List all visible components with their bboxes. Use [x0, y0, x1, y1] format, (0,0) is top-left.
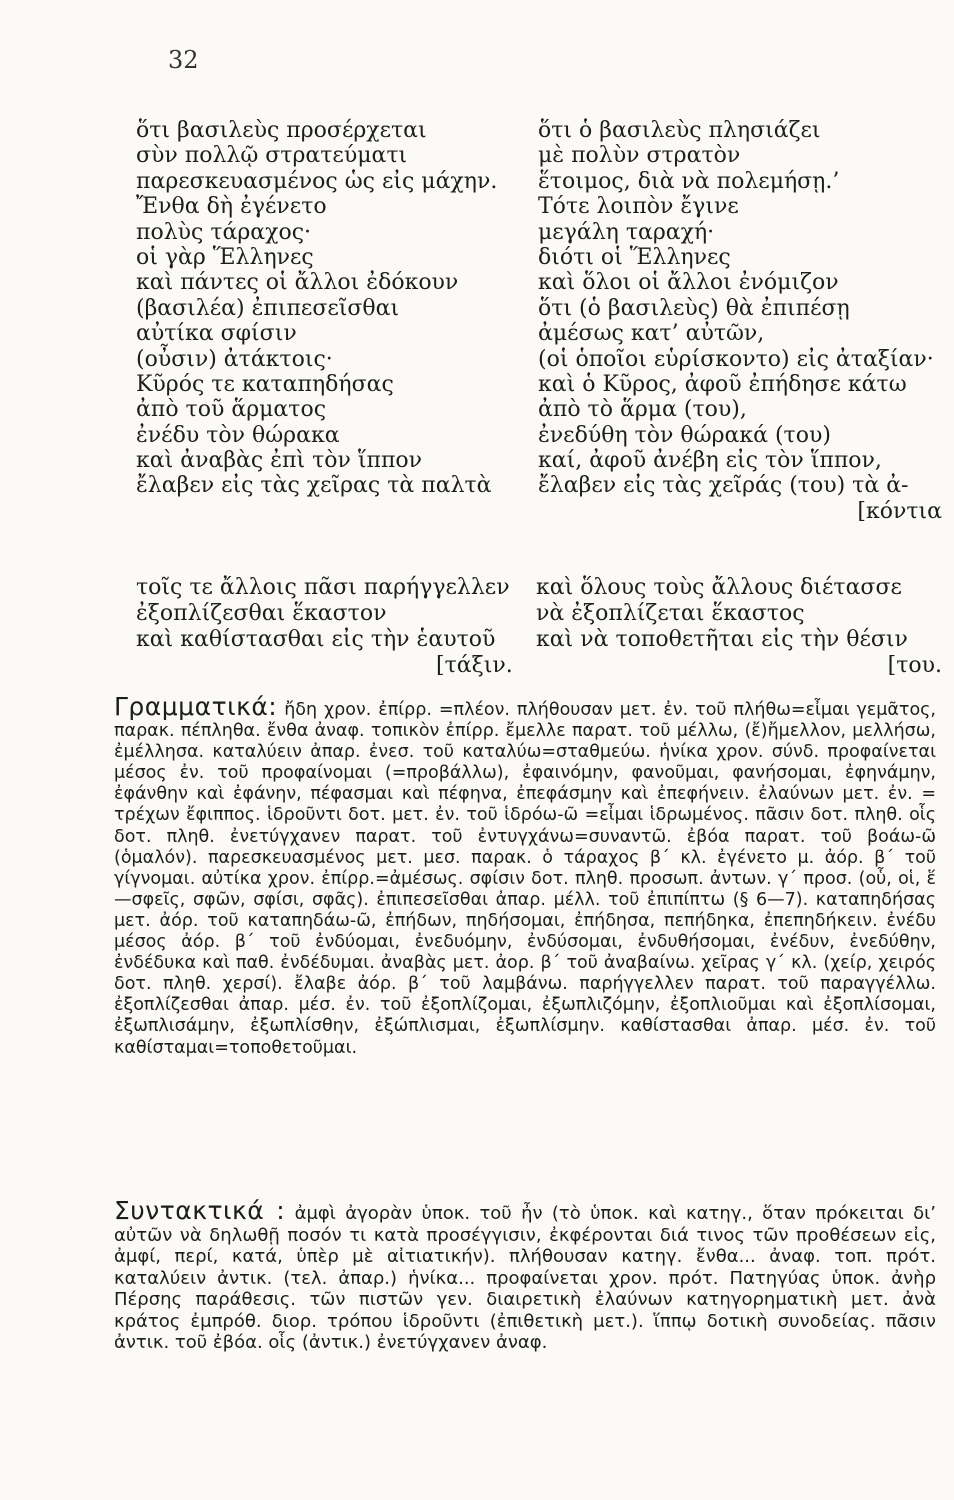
translation-line: (οἱ ὁποῖοι εὑρίσκοντο) εἰς ἀταξίαν· — [538, 346, 934, 372]
grammar-text: ἤδη χρον. ἐπίρρ. =πλέον. πλήθουσαν μετ. ἐν. τοῦ πλήθω=εἶμαι γεμᾶτος, παρακ. πέπληθα. ἔνθα ἀναφ. τοπικὸν ἐπίρρ. ἔμελλε παρατ. τοῦ μέλλω, (ἔ)ἤμελλον, μελλήσω, ἐμέλλησα. καταλύειν ἀπαρ. ἐνεσ. τοῦ καταλύω=σταθμεύω. ἡνίκα χρον. σύνδ. προφαίνεται μέσος ἐν. τοῦ προφαίνομαι (=προβάλλω), ἐφαινόμην, φανοῦμαι, φανήσομαι, ἐφηνάμην, ἐφάνθην καὶ ἐφάνην, πέφασμαι καὶ πέφηνα, ἐπεφάσμην καὶ ἐπεφήνειν. ἐλαύνων μετ. ἐν. = τρέχων ἔφιππος. ἱδροῦντι δοτ. μετ. ἐν. τοῦ ἱδρόω-ῶ =εἶμαι ἱδρωμένος. πᾶσιν δοτ. πληθ. οἷς δοτ. πληθ. ἐνετύγχανεν παρατ. τοῦ ἐντυγχάνω=συναντῶ. ἐβόα παρατ. τοῦ βοάω-ῶ (ὁμαλόν). παρεσκευασμένος μετ. μεσ. παρακ. ὁ τάραχος β΄ κλ. ἐγένετο μ. ἀόρ. β΄ τοῦ γίγνομαι. αὐτίκα χρον. ἐπίρρ.=ἀμέσως. σφίσιν δοτ. πληθ. προσωπ. ἀντων. γ΄ προσ. (οὗ, οἱ, ἕ—σφεῖς, σφῶν, σφίσι, σφᾶς). ἐπιπεσεῖσθαι ἀπαρ. μέλλ. τοῦ ἐπιπίπτω (§ 6—7). καταπηδήσας μετ. ἀόρ. τοῦ καταπηδάω-ῶ, ἐπήδων, πηδήσομαι, ἐπήδησα, πεπήδηκα, ἐπεπηδήκειν. ἐνέδυ μέσος ἀόρ. β΄ τοῦ ἐνδύομαι, ἐνεδυόμην, ἐνδύσομαι, ἐνδυθήσομαι, ἐνέδυν, ἐνεδύθην, ἐνδέδυκα καὶ παθ. ἐνδέδυμαι. ἀναβὰς μετ. ἀορ. β΄ τοῦ ἀναβαίνω. χεῖρας γ΄ κλ. (χείρ, χειρός δοτ. πληθ. χερσί). ἔλαβε ἀόρ. β΄ τοῦ λαμβάνω. παρήγγελλεν παρατ. τοῦ παραγγέλλω. ἐξοπλίζεσθαι ἀπαρ. μέσ. ἐν. τοῦ ἐξοπλίζομαι, ἐξωπλιζόμην, ἐξοπλιοῦμαι καὶ ἐξοπλίσομαι, ἐξωπλισάμην, ἐξωπλίσθην, ἐξώπλισμαι, ἐξωπλίσμην. καθίστασθαι ἀπαρ. μέσ. ἐν. τοῦ καθίσταμαι=τοποθετοῦμαι. — [114, 700, 936, 1058]
original-line: ἔλαβεν εἰς τὰς χεῖρας τὰ παλτὰ — [136, 473, 492, 499]
original-line: αὐτίκα σφίσιν — [136, 321, 297, 347]
paired-row — [136, 601, 948, 627]
translation-line: [κόντια — [857, 498, 942, 524]
original-line: ἀπὸ τοῦ ἅρματος — [136, 397, 327, 423]
translation-line: μὲ πολὺν στρατὸν — [538, 143, 741, 169]
original-line: σὺν πολλῷ στρατεύματι — [136, 143, 408, 169]
original-line: [τάξιν. — [436, 653, 513, 678]
translation-line: ἀμέσως κατ’ αὐτῶν, — [538, 321, 765, 347]
translation-line: ὅτι ὁ βασιλεὺς πλησιάζει — [538, 118, 821, 143]
translation-line: καὶ ὅλοι οἱ ἄλλοι ἐνόμιζον — [538, 270, 839, 296]
original-line: ἐξοπλίζεσθαι ἕκαστον — [136, 601, 387, 626]
original-line: Ἔνθα δὴ ἐγένετο — [136, 194, 327, 220]
full-width-rows — [136, 575, 948, 679]
translation-line: καὶ νὰ τοποθετῆται εἰς τὴν θέσιν — [536, 627, 908, 652]
translation-line: [του. — [887, 653, 942, 678]
translation-line: καὶ ὅλους τοὺς ἄλλους διέτασσε — [536, 575, 902, 600]
translation-line: διότι οἱ Ἕλληνες — [538, 244, 731, 270]
original-line: ἐνέδυ τὸν θώρακα — [136, 422, 340, 448]
translation-line: νὰ ἐξοπλίζεται ἕκαστος — [536, 601, 805, 626]
original-line: (βασιλέα) ἐπιπεσεῖσθαι — [136, 295, 400, 321]
original-line: ὅτι βασιλεὺς προσέρχεται — [136, 118, 427, 143]
grammar-heading: Γραμματικά: — [114, 692, 278, 721]
syntax-text: ἀμφὶ ἀγορὰν ὑποκ. τοῦ ἦν (τὸ ὑποκ. καὶ κατηγ., ὅταν πρόκειται δι’ αὐτῶν νὰ δηλωθῇ ποσόν τι κατὰ προσέγγισιν, ἐκφέρονται διά τινος τῶν προθέσεων εἰς, ἀμφί, περί, κατά, ὑπὲρ μὲ αἰτιατικήν). πλήθουσαν κατηγ. ἔνθα... ἀναφ. τοπ. πρότ. καταλύειν ἀντικ. (τελ. ἀπαρ.) ἡνίκα... προφαίνεται χρον. πρότ. Πατηγύας ὑποκ. ἀνὴρ Πέρσης παράθεσις. τῶν πιστῶν γεν. διαιρετικὴ ἐλαύνων κατηγορηματικὴ μετ. ἀνὰ κράτος ἐμπρόθ. διορ. τρόπου ἱδροῦντι (ἐπιθετικὴ μετ.). ἵππῳ δοτικὴ συνοδείας. πᾶσιν ἀντικ. τοῦ ἐβόα. οἷς (ἀντικ.) ἐνετύγχανεν ἀναφ. — [114, 1203, 936, 1353]
original-line: καὶ καθίστασθαι εἰς τὴν ἑαυτοῦ — [136, 627, 496, 652]
page-number: 32 — [168, 46, 199, 74]
translation-line: ἐνεδύθη τὸν θώρακά (του) — [538, 422, 831, 448]
paired-row — [136, 627, 948, 653]
translation-line: ἕτοιμος, διὰ νὰ πολεμήσῃ.’ — [538, 168, 840, 194]
original-line: (οὖσιν) ἀτάκτοις· — [136, 346, 333, 372]
original-line: οἱ γὰρ Ἕλληνες — [136, 244, 314, 270]
translation-line: Τότε λοιπὸν ἔγινε — [538, 194, 739, 220]
original-line: Κῦρός τε καταπηδήσας — [136, 371, 394, 397]
original-line: καὶ πάντες οἱ ἄλλοι ἐδόκουν — [136, 270, 459, 296]
translation-line: μεγάλη ταραχή· — [538, 219, 715, 245]
translation-line: ὅτι (ὁ βασιλεὺς) θὰ ἐπιπέσῃ — [538, 295, 850, 321]
translation-line: καὶ ὁ Κῦρος, ἀφοῦ ἐπήδησε κάτω — [538, 371, 907, 397]
original-line: καὶ ἀναβὰς ἐπὶ τὸν ἵππον — [136, 448, 423, 474]
syntax-notes — [114, 1196, 936, 1354]
greek-original-column — [136, 118, 497, 499]
translation-line: ἀπὸ τὸ ἅρμα (του), — [538, 397, 747, 423]
modern-translation-column — [538, 118, 948, 524]
original-line: τοῖς τε ἄλλοις πᾶσι παρήγγελλεν — [136, 575, 510, 600]
translation-line: καί, ἀφοῦ ἀνέβη εἰς τὸν ἵππον, — [538, 448, 882, 474]
syntax-heading: Συντακτικά : — [114, 1196, 286, 1225]
grammar-notes — [114, 692, 936, 1059]
paired-row — [136, 575, 948, 601]
translation-line: ἔλαβεν εἰς τὰς χεῖράς (του) τὰ ἀ- — [538, 473, 909, 499]
original-line: παρεσκευασμένος ὡς εἰς μάχην. — [136, 168, 498, 194]
paired-row — [136, 653, 948, 679]
original-line: πολὺς τάραχος· — [136, 219, 312, 245]
